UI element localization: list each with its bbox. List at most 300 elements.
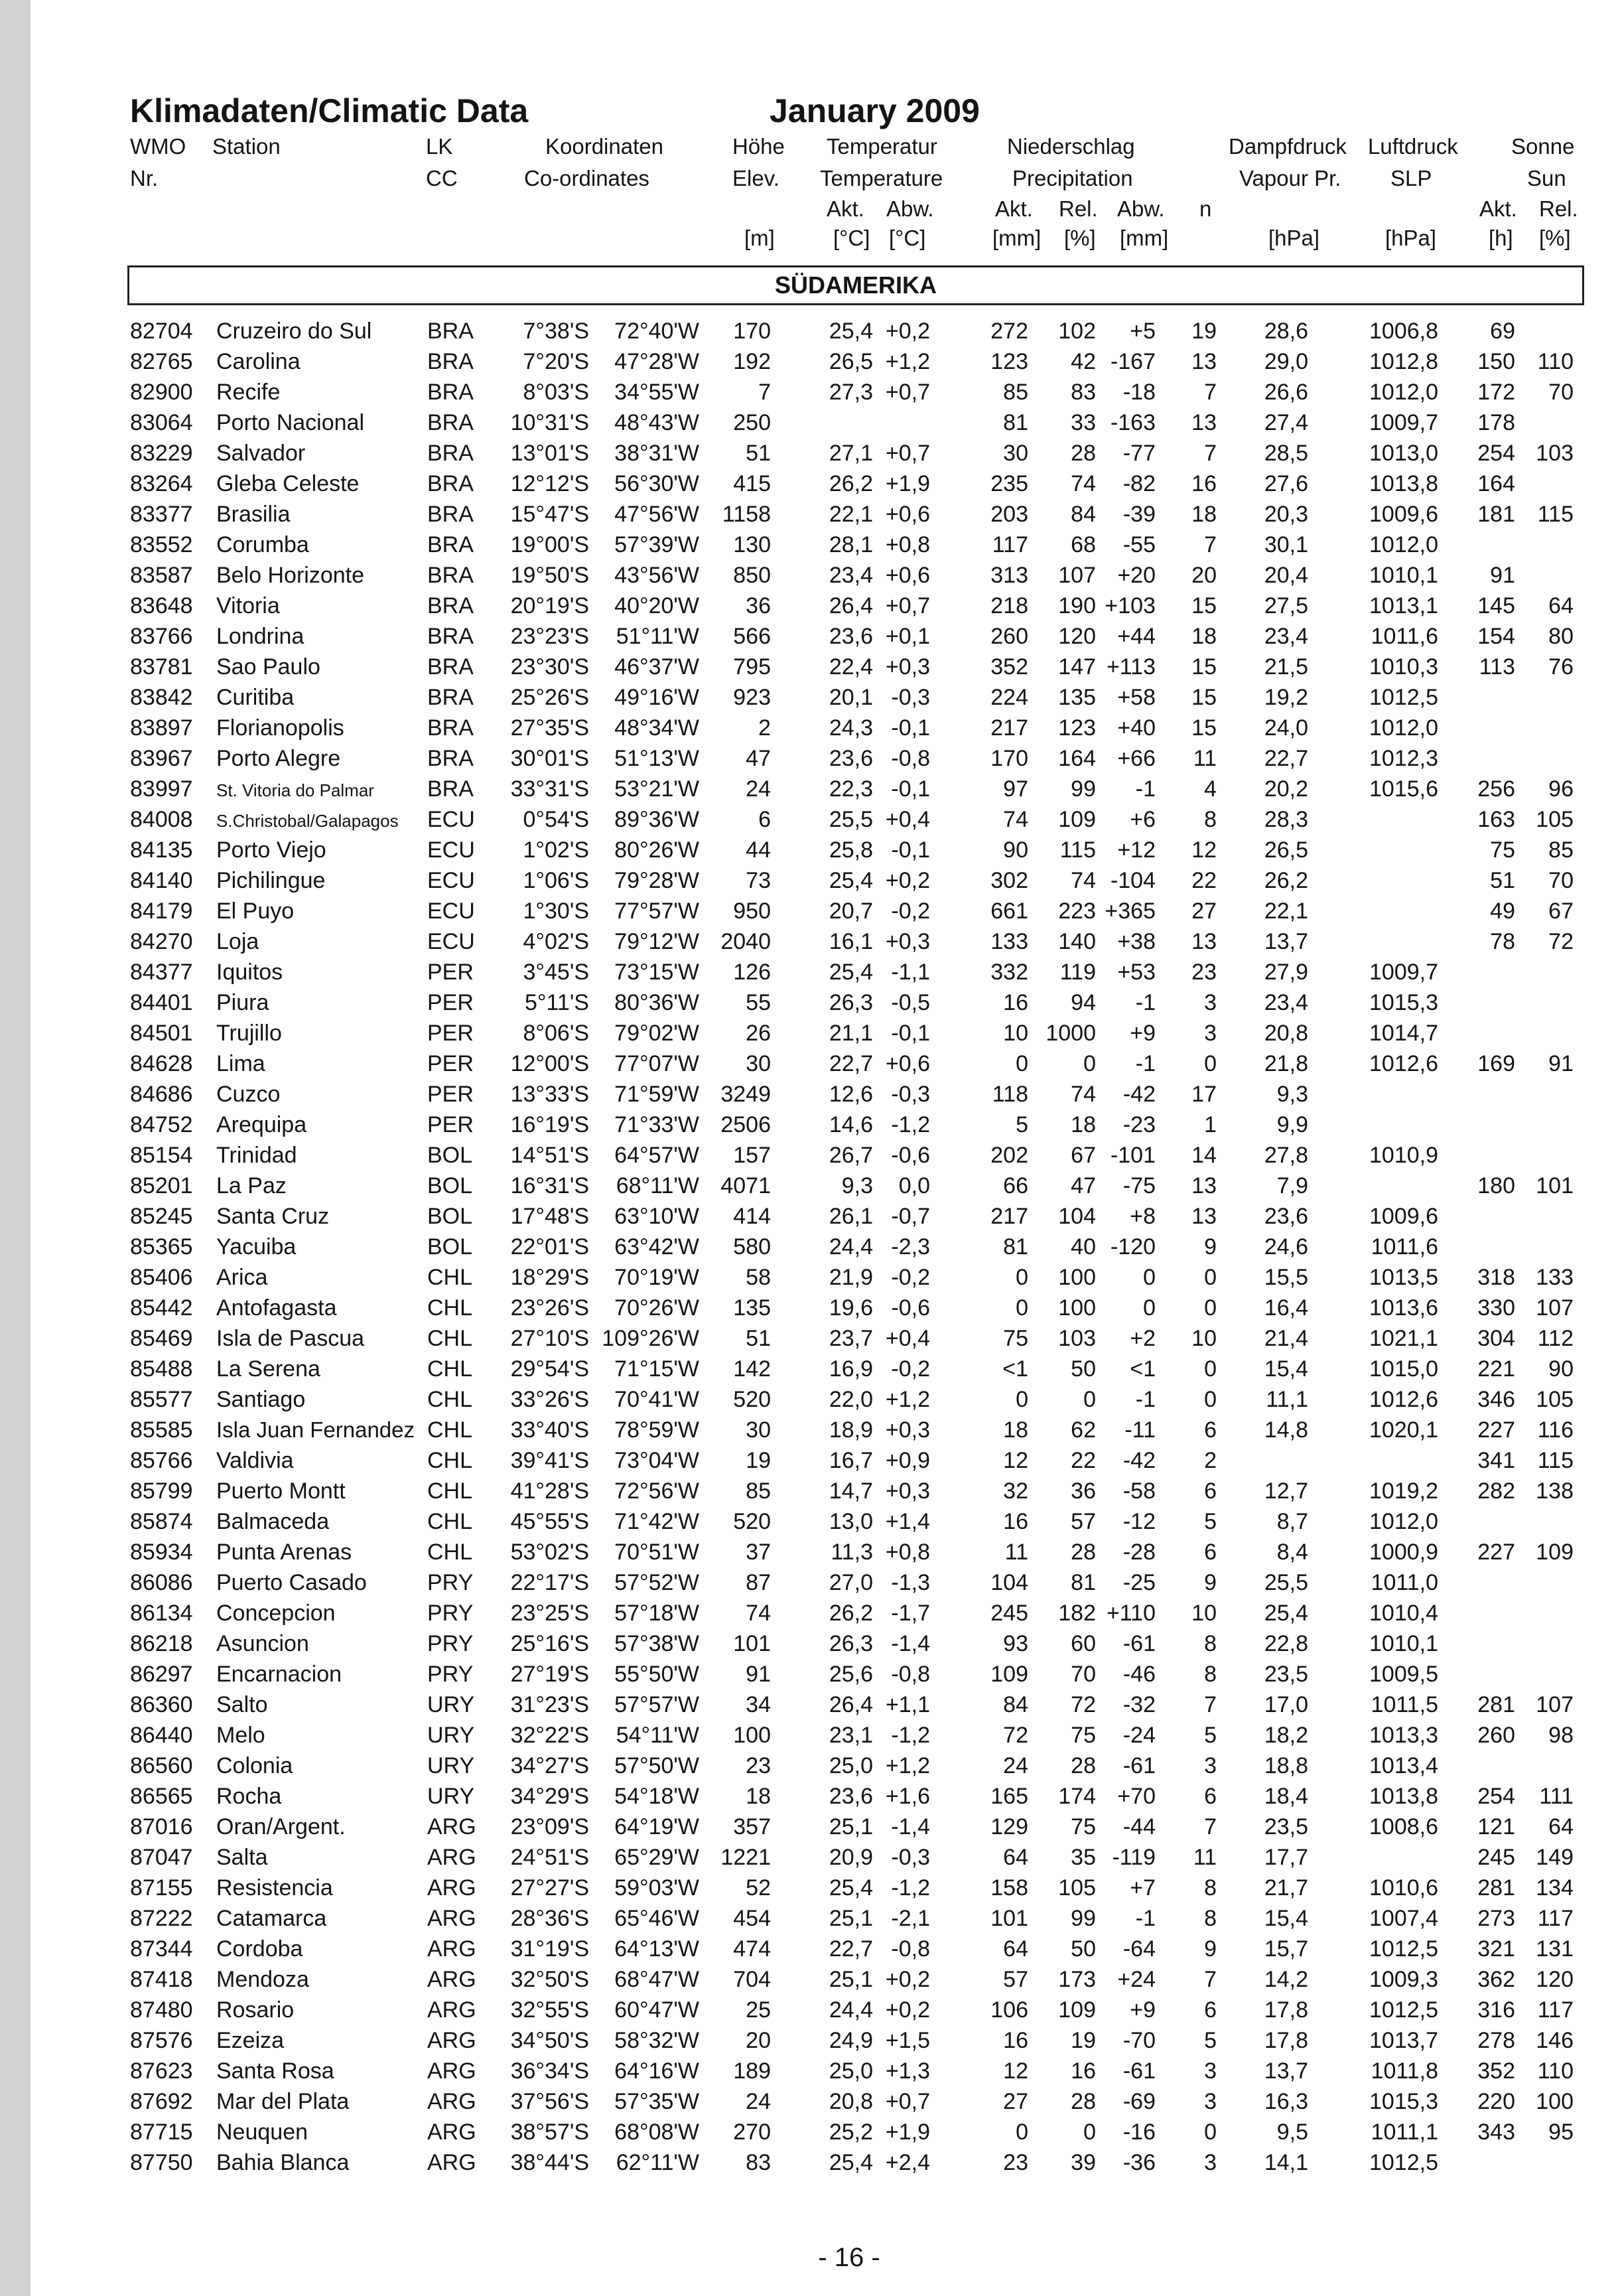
vapour: 20,2 (1264, 776, 1308, 802)
precip-rel: 109 (1058, 1997, 1096, 2023)
longitude: 70°41'W (614, 1387, 699, 1412)
vapour: 26,6 (1264, 380, 1308, 405)
sun-hours: 181 (1477, 502, 1515, 527)
elevation: 270 (733, 2119, 771, 2145)
precip-days: 7 (1204, 380, 1217, 405)
latitude: 10°31'S (510, 410, 589, 435)
precip-days: 3 (1204, 1753, 1217, 1778)
sun-hours: 221 (1477, 1356, 1515, 1382)
wmo-number: 84686 (130, 1082, 193, 1107)
longitude: 56°30'W (614, 471, 699, 496)
precip-akt: 30 (1003, 441, 1028, 466)
precip-days: 13 (1191, 410, 1217, 435)
latitude: 29°54'S (510, 1356, 589, 1382)
country-code: CHL (427, 1265, 473, 1290)
latitude: 8°03'S (523, 380, 589, 405)
temp-akt: 20,8 (829, 2089, 873, 2114)
station-name: Trinidad (216, 1143, 297, 1168)
vapour: 16,4 (1264, 1295, 1308, 1321)
longitude: 48°43'W (614, 410, 699, 435)
country-code: BRA (427, 471, 474, 496)
longitude: 47°28'W (614, 349, 699, 374)
header-unit-pct: [%] (1064, 226, 1096, 250)
elevation: 520 (733, 1387, 771, 1412)
precip-abw: -119 (1112, 1845, 1156, 1870)
longitude: 73°15'W (614, 960, 699, 985)
latitude: 36°34'S (510, 2058, 589, 2084)
temp-abw: -0,1 (891, 715, 930, 741)
vapour: 7,9 (1276, 1173, 1308, 1198)
slp: 1006,8 (1369, 319, 1438, 344)
vapour: 24,0 (1264, 715, 1308, 741)
precip-akt: 118 (992, 1082, 1028, 1107)
station-name: Rocha (216, 1784, 282, 1809)
precip-abw: -42 (1122, 1082, 1156, 1107)
header-unit-c2: [°C] (889, 226, 926, 250)
precip-abw: -120 (1110, 1234, 1156, 1259)
header-niederschlag: Niederschlag (1007, 134, 1135, 159)
precip-abw: +66 (1117, 746, 1156, 771)
table-row (0, 836, 1616, 867)
station-name: Salta (216, 1845, 268, 1870)
station-name: Punta Arenas (216, 1540, 352, 1565)
latitude: 33°26'S (510, 1387, 589, 1412)
elevation: 18 (746, 1784, 771, 1809)
table-row (0, 500, 1616, 531)
precip-rel: 28 (1071, 2089, 1096, 2114)
longitude: 57°52'W (614, 1570, 699, 1595)
sun-hours: 227 (1477, 1540, 1515, 1565)
precip-abw: -42 (1122, 1448, 1156, 1473)
sun-hours: 254 (1477, 1784, 1515, 1809)
slp: 1019,2 (1369, 1478, 1438, 1504)
header-unit-h: [h] (1489, 226, 1513, 250)
latitude: 23°09'S (510, 1814, 589, 1839)
elevation: 36 (746, 593, 771, 618)
station-name: Mendoza (216, 1967, 309, 1992)
sun-hours: 75 (1490, 837, 1515, 863)
elevation: 704 (733, 1967, 771, 1992)
wmo-number: 83967 (130, 746, 193, 771)
sun-hours: 178 (1477, 410, 1515, 435)
country-code: CHL (427, 1478, 473, 1504)
country-code: ARG (427, 1814, 476, 1839)
vapour: 27,8 (1264, 1143, 1308, 1168)
wmo-number: 84501 (130, 1021, 193, 1046)
precip-rel: 36 (1071, 1478, 1096, 1504)
precip-rel: 28 (1071, 441, 1096, 466)
precip-rel: 120 (1058, 624, 1096, 649)
temp-akt: 12,6 (829, 1082, 873, 1107)
longitude: 57°50'W (614, 1753, 699, 1778)
slp: 1013,3 (1369, 1723, 1438, 1748)
country-code: ARG (427, 2150, 476, 2175)
sun-rel: 103 (1536, 441, 1574, 466)
precip-days: 0 (1204, 1265, 1217, 1290)
vapour: 21,8 (1264, 1051, 1308, 1076)
precip-rel: 57 (1071, 1509, 1096, 1534)
sun-hours: 69 (1490, 319, 1515, 344)
vapour: 17,8 (1264, 2028, 1308, 2053)
temp-akt: 25,1 (829, 1906, 873, 1931)
latitude: 23°25'S (510, 1601, 589, 1626)
vapour: 20,3 (1264, 502, 1308, 527)
vapour: 26,5 (1264, 837, 1308, 863)
table-row (0, 470, 1616, 500)
latitude: 23°30'S (510, 654, 589, 680)
vapour: 21,7 (1264, 1875, 1308, 1901)
latitude: 1°06'S (523, 868, 589, 893)
elevation: 415 (733, 471, 771, 496)
precip-akt: 352 (990, 654, 1028, 680)
sun-rel: 107 (1536, 1295, 1574, 1321)
temp-abw: 0,0 (898, 1173, 930, 1198)
table-row (0, 653, 1616, 683)
sun-hours: 172 (1477, 380, 1515, 405)
longitude: 47°56'W (614, 502, 699, 527)
country-code: CHL (427, 1417, 473, 1443)
precip-rel: 99 (1071, 1906, 1096, 1931)
precip-days: 0 (1204, 1356, 1217, 1382)
elevation: 4071 (720, 1173, 771, 1198)
precip-rel: 84 (1071, 502, 1096, 527)
wmo-number: 85577 (130, 1387, 193, 1412)
latitude: 13°01'S (510, 441, 589, 466)
precip-rel: 119 (1059, 960, 1096, 985)
temp-akt: 18,9 (829, 1417, 873, 1443)
elevation: 30 (746, 1417, 771, 1443)
precip-days: 8 (1204, 1662, 1217, 1687)
precip-akt: 90 (1003, 837, 1028, 863)
elevation: 580 (733, 1234, 771, 1259)
header-cc: CC (426, 166, 458, 190)
precip-rel: 74 (1071, 471, 1096, 496)
longitude: 79°02'W (614, 1021, 699, 1046)
table-row (0, 1416, 1616, 1447)
longitude: 65°29'W (614, 1845, 699, 1870)
country-code: ECU (427, 929, 475, 954)
header-unit-hpa1: [hPa] (1268, 226, 1320, 250)
table-row (0, 1630, 1616, 1660)
vapour: 8,4 (1276, 1540, 1308, 1565)
station-name: Lima (216, 1051, 265, 1076)
temp-abw: +0,2 (885, 868, 930, 893)
table-row (0, 2088, 1616, 2118)
station-name: Yacuiba (216, 1234, 297, 1259)
temp-abw: +0,3 (885, 1417, 930, 1443)
slp: 1012,5 (1369, 1997, 1438, 2023)
latitude: 30°01'S (510, 746, 589, 771)
precip-rel: 173 (1058, 1967, 1096, 1992)
precip-rel: 62 (1071, 1417, 1096, 1443)
sun-hours: 281 (1477, 1875, 1515, 1901)
elevation: 24 (746, 2089, 771, 2114)
latitude: 12°12'S (510, 471, 589, 496)
temp-abw: +0,8 (885, 532, 930, 557)
table-row (0, 1294, 1616, 1325)
wmo-number: 85442 (130, 1295, 193, 1321)
precip-abw: -1 (1135, 1387, 1156, 1412)
precip-akt: 272 (990, 319, 1028, 344)
sun-hours: 352 (1477, 2058, 1515, 2084)
table-row (0, 1782, 1616, 1813)
latitude: 25°26'S (510, 685, 589, 710)
station-name: Neuquen (216, 2119, 308, 2145)
temp-abw: -1,2 (891, 1875, 930, 1901)
temp-abw: -1,3 (891, 1570, 930, 1595)
sun-rel: 64 (1548, 1814, 1574, 1839)
precip-rel: 1000 (1045, 1021, 1096, 1046)
table-row (0, 317, 1616, 348)
precip-rel: 83 (1071, 380, 1096, 405)
latitude: 27°35'S (510, 715, 589, 741)
slp: 1012,0 (1369, 715, 1438, 741)
precip-days: 0 (1204, 1295, 1217, 1321)
wmo-number: 87715 (130, 2119, 193, 2145)
precip-abw: +12 (1117, 837, 1156, 863)
elevation: 170 (733, 319, 771, 344)
precip-akt: 123 (990, 349, 1028, 374)
sun-rel: 111 (1539, 1784, 1574, 1809)
station-name: Curitiba (216, 685, 295, 710)
temp-abw: -0,2 (891, 898, 930, 924)
header-sun-akt: Akt. (1479, 196, 1517, 221)
table-row (0, 1019, 1616, 1050)
precip-abw: +20 (1117, 563, 1156, 588)
table-row (0, 1599, 1616, 1630)
precip-rel: 22 (1071, 1448, 1096, 1473)
precip-akt: 158 (990, 1875, 1028, 1901)
sun-rel: 67 (1548, 898, 1574, 924)
header-lk: LK (426, 134, 453, 159)
station-name: Melo (216, 1723, 265, 1748)
table-row (0, 683, 1616, 714)
wmo-number: 82900 (130, 380, 193, 405)
wmo-number: 86565 (130, 1784, 193, 1809)
precip-rel: 223 (1058, 898, 1096, 924)
precip-rel: 100 (1058, 1265, 1096, 1290)
slp: 1015,6 (1369, 776, 1438, 802)
wmo-number: 84377 (130, 960, 193, 985)
wmo-number: 83229 (130, 441, 193, 466)
slp: 1008,6 (1369, 1814, 1438, 1839)
precip-akt: 217 (990, 715, 1028, 741)
precip-days: 3 (1204, 2089, 1217, 2114)
temp-abw: -0,8 (891, 746, 930, 771)
longitude: 109°26'W (602, 1326, 699, 1351)
precip-rel: 35 (1071, 1845, 1096, 1870)
wmo-number: 84008 (130, 807, 193, 832)
precip-days: 7 (1204, 441, 1217, 466)
station-name: Arica (216, 1265, 268, 1290)
country-code: CHL (427, 1448, 473, 1473)
country-code: ECU (427, 898, 475, 924)
station-name: Arequipa (216, 1112, 307, 1137)
sun-hours: 245 (1477, 1845, 1515, 1870)
precip-rel: 40 (1071, 1234, 1096, 1259)
wmo-number: 87480 (130, 1997, 193, 2023)
table-row (0, 2027, 1616, 2057)
precip-akt: 313 (990, 563, 1028, 588)
sun-rel: 91 (1548, 1051, 1574, 1076)
country-code: PER (427, 1021, 474, 1046)
table-row (0, 745, 1616, 775)
header-koordinaten: Koordinaten (545, 134, 663, 159)
latitude: 45°55'S (510, 1509, 589, 1534)
latitude: 4°02'S (523, 929, 589, 954)
sun-rel: 116 (1537, 1417, 1574, 1443)
precip-days: 2 (1204, 1448, 1217, 1473)
precip-days: 6 (1204, 1997, 1217, 2023)
vapour: 27,4 (1264, 410, 1308, 435)
slp: 1012,6 (1369, 1051, 1438, 1076)
station-name: Oran/Argent. (216, 1814, 346, 1839)
precip-days: 3 (1204, 1021, 1217, 1046)
temp-akt: 16,9 (829, 1356, 873, 1382)
latitude: 32°55'S (510, 1997, 589, 2023)
latitude: 23°23'S (510, 624, 589, 649)
precip-rel: 94 (1071, 990, 1096, 1015)
station-name: Concepcion (216, 1601, 336, 1626)
elevation: 83 (746, 2150, 771, 2175)
vapour: 18,2 (1264, 1723, 1308, 1748)
temp-abw: -1,2 (891, 1112, 930, 1137)
precip-abw: -77 (1122, 441, 1156, 466)
latitude: 5°11'S (525, 990, 589, 1015)
precip-rel: 105 (1058, 1875, 1096, 1901)
table-row (0, 1996, 1616, 2027)
country-code: ARG (427, 2028, 476, 2053)
wmo-number: 87222 (130, 1906, 193, 1931)
temp-akt: 25,6 (829, 1662, 873, 1687)
precip-abw: +113 (1106, 654, 1156, 680)
slp: 1010,9 (1369, 1143, 1438, 1168)
precip-abw: -46 (1122, 1662, 1156, 1687)
temp-abw: -0,3 (891, 1845, 930, 1870)
precip-days: 11 (1193, 1845, 1217, 1870)
slp: 1020,1 (1369, 1417, 1438, 1443)
temp-akt: 26,4 (829, 593, 873, 618)
precip-rel: 68 (1071, 532, 1096, 557)
latitude: 28°36'S (510, 1906, 589, 1931)
station-name: Puerto Montt (216, 1478, 346, 1504)
precip-akt: 81 (1003, 410, 1028, 435)
precip-abw: -61 (1122, 1753, 1156, 1778)
precip-days: 0 (1204, 1051, 1217, 1076)
longitude: 77°07'W (614, 1051, 699, 1076)
country-code: URY (427, 1784, 475, 1809)
vapour: 11,1 (1266, 1387, 1308, 1412)
precip-akt: 12 (1003, 1448, 1028, 1473)
station-name: Piura (216, 990, 269, 1015)
header-unit-c1: [°C] (833, 226, 870, 250)
elevation: 3249 (720, 1082, 771, 1107)
precip-abw: -70 (1122, 2028, 1156, 2053)
country-code: BRA (427, 563, 474, 588)
wmo-number: 83997 (130, 776, 193, 802)
vapour: 22,7 (1264, 746, 1308, 771)
longitude: 54°11'W (616, 1723, 699, 1748)
precip-rel: 75 (1071, 1814, 1096, 1839)
precip-abw: +40 (1117, 715, 1156, 741)
sun-rel: 72 (1548, 929, 1574, 954)
latitude: 31°19'S (510, 1936, 589, 1962)
country-code: PRY (427, 1631, 474, 1656)
precip-abw: -64 (1122, 1936, 1156, 1962)
longitude: 71°42'W (614, 1509, 699, 1534)
longitude: 40°20'W (614, 593, 699, 618)
precip-akt: 133 (990, 929, 1028, 954)
precip-rel: 50 (1071, 1936, 1096, 1962)
longitude: 71°59'W (614, 1082, 699, 1107)
slp: 1010,4 (1369, 1601, 1438, 1626)
sun-hours: 150 (1477, 349, 1515, 374)
slp: 1011,0 (1371, 1570, 1438, 1595)
header-unit-hpa2: [hPa] (1385, 226, 1437, 250)
longitude: 72°56'W (614, 1478, 699, 1504)
temp-akt: 21,9 (829, 1265, 873, 1290)
precip-rel: 174 (1058, 1784, 1096, 1809)
precip-days: 15 (1191, 685, 1217, 710)
vapour: 15,4 (1264, 1906, 1308, 1931)
vapour: 27,5 (1264, 593, 1308, 618)
latitude: 8°06'S (523, 1021, 589, 1046)
sun-rel: 110 (1537, 2058, 1574, 2084)
precip-rel: 75 (1071, 1723, 1096, 1748)
longitude: 71°15'W (614, 1356, 699, 1382)
slp: 1009,6 (1369, 1204, 1438, 1229)
temp-abw: -0,6 (891, 1295, 930, 1321)
precip-rel: 42 (1071, 349, 1096, 374)
precip-akt: 202 (990, 1143, 1028, 1168)
vapour: 23,5 (1264, 1662, 1308, 1687)
temp-akt: 14,6 (829, 1112, 873, 1137)
country-code: PRY (427, 1662, 474, 1687)
precip-days: 12 (1191, 837, 1217, 863)
temp-abw: -0,1 (891, 837, 930, 863)
wmo-number: 86218 (130, 1631, 193, 1656)
vapour: 13,7 (1264, 2058, 1308, 2084)
precip-abw: +8 (1130, 1204, 1156, 1229)
vapour: 17,0 (1264, 1692, 1308, 1717)
temp-abw: -1,4 (891, 1814, 930, 1839)
station-name: Cordoba (216, 1936, 303, 1962)
wmo-number: 84401 (130, 990, 193, 1015)
slp: 1012,3 (1369, 746, 1438, 771)
header-station: Station (212, 134, 281, 159)
latitude: 15°47'S (510, 502, 589, 527)
precip-abw: +24 (1117, 1967, 1156, 1992)
table-row (0, 1263, 1616, 1294)
temp-akt: 25,4 (829, 319, 873, 344)
vapour: 9,9 (1276, 1112, 1308, 1137)
elevation: 189 (733, 2058, 771, 2084)
temp-akt: 19,6 (829, 1295, 873, 1321)
station-name: Recife (216, 380, 281, 405)
header-temperature: Temperature (820, 166, 943, 190)
sun-hours: 91 (1490, 563, 1515, 588)
precip-akt: 332 (990, 960, 1028, 985)
precip-abw: 0 (1143, 1295, 1156, 1321)
country-code: BOL (427, 1143, 473, 1168)
table-row (0, 439, 1616, 470)
latitude: 22°17'S (510, 1570, 589, 1595)
precip-akt: 129 (990, 1814, 1028, 1839)
wmo-number: 85365 (130, 1234, 193, 1259)
sun-rel: 115 (1537, 502, 1574, 527)
precip-akt: 23 (1003, 2150, 1028, 2175)
document-title: Klimadaten/Climatic Data (130, 92, 529, 129)
